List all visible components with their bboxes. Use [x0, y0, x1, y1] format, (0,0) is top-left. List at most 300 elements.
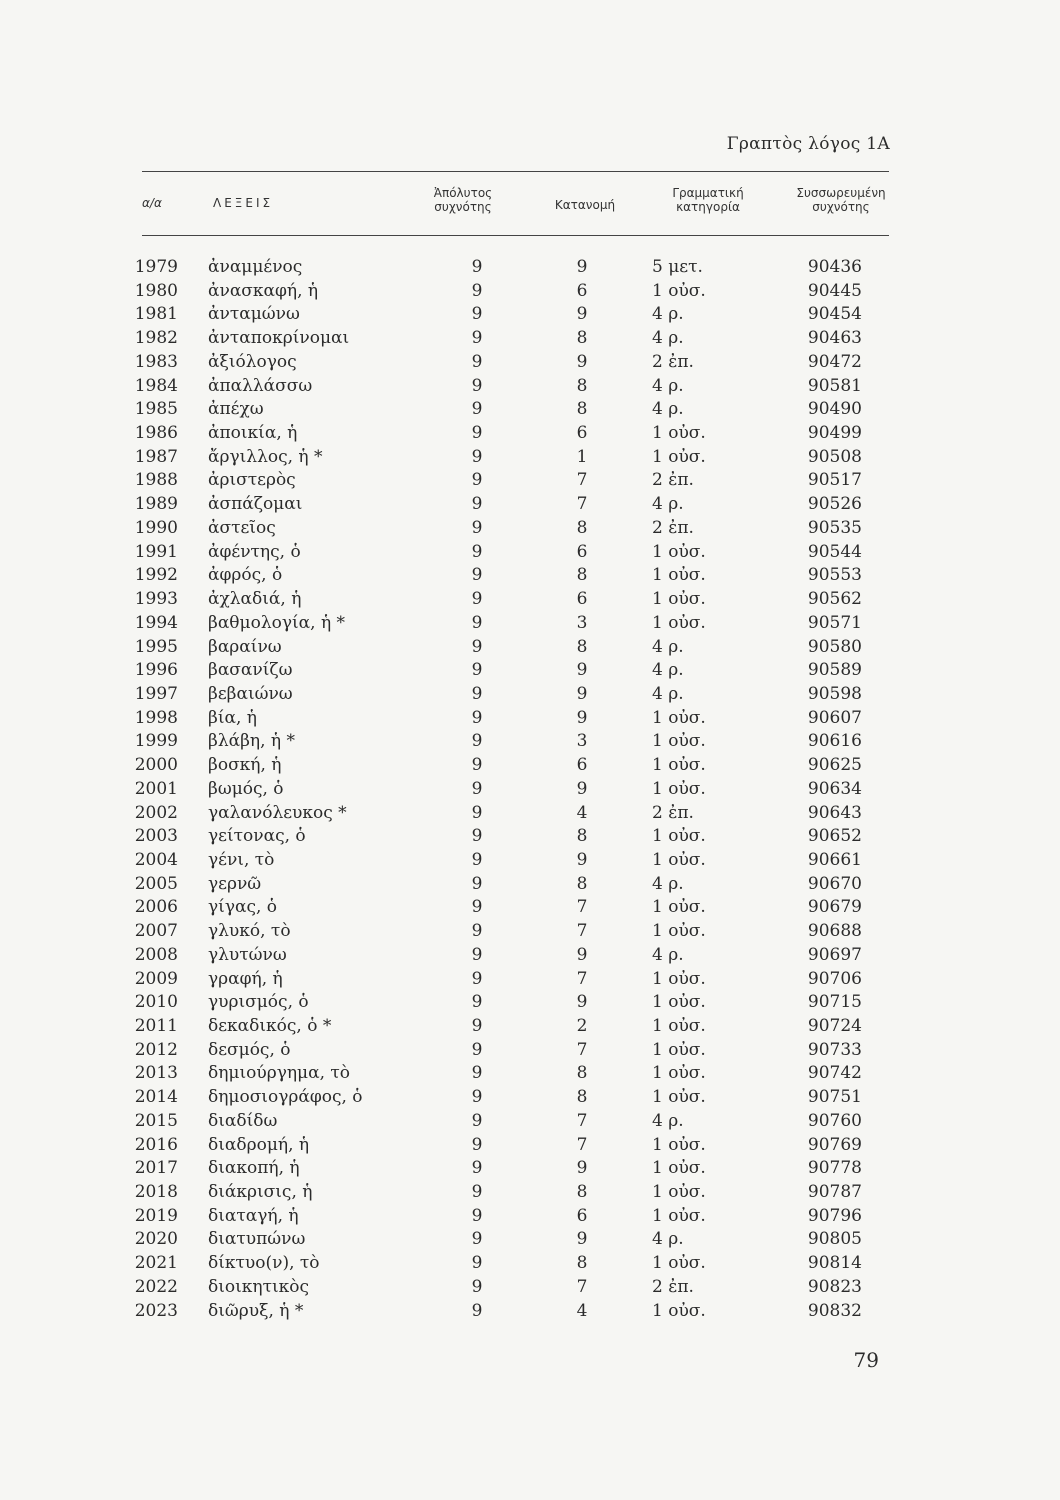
absolute-frequency: 9: [471, 660, 483, 681]
distribution: 8: [576, 328, 588, 349]
entry-word: βεβαιώνω: [208, 683, 293, 704]
absolute-frequency: 9: [471, 992, 483, 1013]
grammatical-category: 5 μετ.: [652, 257, 703, 277]
absolute-frequency: 9: [471, 612, 483, 633]
distribution: 9: [576, 351, 588, 372]
table-row: [0, 896, 1060, 920]
absolute-frequency: 9: [471, 897, 483, 918]
absolute-frequency: 9: [471, 1205, 483, 1226]
distribution: 6: [576, 423, 588, 444]
entry-word: ἀπέχω: [208, 399, 264, 420]
distribution: 9: [576, 778, 588, 799]
distribution: 3: [576, 731, 588, 752]
cumulative-frequency: 90715: [807, 992, 862, 1013]
table-row: [0, 659, 1060, 683]
entry-number: 2005: [134, 873, 178, 894]
absolute-frequency: 9: [471, 423, 483, 444]
grammatical-category: 2 ἐπ.: [652, 517, 694, 538]
cumulative-frequency: 90760: [807, 1110, 862, 1131]
absolute-frequency: 9: [471, 1087, 483, 1108]
table-row: [0, 1015, 1060, 1039]
grammatical-category: 1 οὐσ.: [652, 992, 706, 1013]
absolute-frequency: 9: [471, 446, 483, 467]
absolute-frequency: 9: [471, 778, 483, 799]
cumulative-frequency: 90697: [807, 944, 862, 965]
cumulative-frequency: 90679: [807, 897, 862, 918]
distribution: 8: [576, 873, 588, 894]
grammatical-category: 2 ἐπ.: [652, 1276, 694, 1297]
absolute-frequency: 9: [471, 1229, 483, 1250]
entry-number: 2012: [134, 1039, 178, 1060]
table-row: [0, 944, 1060, 968]
column-header-words: ΛΕΞΕΙΣ: [213, 196, 274, 210]
cumulative-frequency: 90670: [807, 873, 862, 894]
entry-number: 2009: [134, 968, 178, 989]
table-row: [0, 280, 1060, 304]
cumulative-frequency: 90581: [807, 375, 862, 396]
absolute-frequency: 9: [471, 399, 483, 420]
running-head: Γραπτὸς λόγος 1Α: [726, 134, 890, 154]
entry-number: 2002: [134, 802, 178, 823]
cumulative-frequency: 90652: [807, 826, 862, 847]
cumulative-frequency: 90562: [807, 589, 862, 610]
entry-number: 1984: [134, 375, 178, 396]
entry-number: 1989: [134, 494, 178, 515]
distribution: 7: [576, 897, 588, 918]
cumulative-frequency: 90571: [807, 612, 862, 633]
distribution: 9: [576, 660, 588, 681]
entry-number: 1983: [134, 351, 178, 372]
grammatical-category: 1 οὐσ.: [652, 921, 706, 942]
table-row: [0, 1062, 1060, 1086]
grammatical-category: 1 οὐσ.: [652, 565, 706, 586]
column-header-distribution: Κατανομή: [554, 198, 616, 212]
distribution: 9: [576, 992, 588, 1013]
grammatical-category: 4 ρ.: [652, 1229, 684, 1250]
distribution: 8: [576, 636, 588, 657]
table-row: [0, 1300, 1060, 1324]
entry-word: ἀνταποκρίνομαι: [208, 328, 350, 349]
cumulative-frequency: 90751: [807, 1087, 862, 1108]
distribution: 3: [576, 612, 588, 633]
table-row: [0, 493, 1060, 517]
distribution: 8: [576, 517, 588, 538]
grammatical-category: 2 ἐπ.: [652, 351, 694, 372]
distribution: 8: [576, 1182, 588, 1203]
distribution: 7: [576, 1110, 588, 1131]
distribution: 7: [576, 968, 588, 989]
table-row: [0, 968, 1060, 992]
distribution: 6: [576, 589, 588, 610]
entry-number: 1994: [134, 612, 178, 633]
grammatical-category: 1 οὐσ.: [652, 1087, 706, 1108]
absolute-frequency: 9: [471, 1276, 483, 1297]
column-header-absolute-frequency: Ἀπόλυτος συχνότης: [433, 186, 493, 214]
absolute-frequency: 9: [471, 1182, 483, 1203]
entry-word: βασανίζω: [208, 660, 293, 681]
distribution: 9: [576, 944, 588, 965]
entry-word: δίκτυο(ν), τὸ: [208, 1253, 320, 1274]
entry-number: 1999: [134, 731, 178, 752]
distribution: 7: [576, 494, 588, 515]
table-row: [0, 256, 1060, 280]
entry-number: 2008: [134, 944, 178, 965]
entry-word: διακοπή, ἡ: [208, 1158, 300, 1179]
table-row: [0, 303, 1060, 327]
entry-word: βλάβη, ἡ *: [208, 731, 295, 752]
absolute-frequency: 9: [471, 280, 483, 301]
entry-word: δεσμός, ὁ: [208, 1039, 291, 1060]
table-row: [0, 517, 1060, 541]
cumulative-frequency: 90805: [807, 1229, 862, 1250]
absolute-frequency: 9: [471, 541, 483, 562]
cumulative-frequency: 90454: [807, 304, 862, 325]
grammatical-category: 4 ρ.: [652, 636, 684, 657]
cumulative-frequency: 90823: [807, 1276, 862, 1297]
absolute-frequency: 9: [471, 849, 483, 870]
grammatical-category: 1 οὐσ.: [652, 707, 706, 728]
table-row: [0, 825, 1060, 849]
grammatical-category: 1 οὐσ.: [652, 280, 706, 301]
absolute-frequency: 9: [471, 494, 483, 515]
column-header-cumulative-frequency: Συσσωρευμένη συχνότης: [796, 186, 886, 214]
entry-word: ἄργιλλος, ἡ *: [208, 446, 323, 467]
absolute-frequency: 9: [471, 873, 483, 894]
entry-number: 1993: [134, 589, 178, 610]
table-row: [0, 778, 1060, 802]
cumulative-frequency: 90589: [807, 660, 862, 681]
cumulative-frequency: 90517: [807, 470, 862, 491]
distribution: 9: [576, 1158, 588, 1179]
header-bottom-rule: [142, 235, 889, 236]
table-row: [0, 1134, 1060, 1158]
entry-number: 2016: [134, 1134, 178, 1155]
cumulative-frequency: 90769: [807, 1134, 862, 1155]
entry-number: 1979: [134, 257, 178, 277]
distribution: 7: [576, 1276, 588, 1297]
cumulative-frequency: 90490: [807, 399, 862, 420]
absolute-frequency: 9: [471, 470, 483, 491]
absolute-frequency: 9: [471, 1253, 483, 1274]
table-row: [0, 612, 1060, 636]
entry-word: βία, ἡ: [208, 707, 257, 728]
absolute-frequency: 9: [471, 589, 483, 610]
entry-number: 2014: [134, 1087, 178, 1108]
entry-word: ἀξιόλογος: [208, 351, 297, 372]
distribution: 1: [576, 446, 588, 467]
grammatical-category: 2 ἐπ.: [652, 802, 694, 823]
cumulative-frequency: 90445: [807, 280, 862, 301]
entry-number: 1981: [134, 304, 178, 325]
entry-word: διατυπώνω: [208, 1229, 306, 1250]
entry-word: ἀναμμένος: [208, 257, 303, 277]
table-row: [0, 683, 1060, 707]
entry-number: 1998: [134, 707, 178, 728]
grammatical-category: 1 οὐσ.: [652, 968, 706, 989]
absolute-frequency: 9: [471, 683, 483, 704]
entry-word: γλυτώνω: [208, 944, 287, 965]
distribution: 6: [576, 1205, 588, 1226]
grammatical-category: 4 ρ.: [652, 1110, 684, 1131]
cumulative-frequency: 90508: [807, 446, 862, 467]
page-number: 79: [853, 1348, 879, 1372]
entry-word: διοικητικὸς: [208, 1276, 310, 1297]
absolute-frequency: 9: [471, 304, 483, 325]
entry-number: 1980: [134, 280, 178, 301]
distribution: 4: [576, 802, 588, 823]
grammatical-category: 1 οὐσ.: [652, 731, 706, 752]
entry-number: 2004: [134, 849, 178, 870]
cumulative-frequency: 90643: [807, 802, 862, 823]
absolute-frequency: 9: [471, 565, 483, 586]
distribution: 9: [576, 707, 588, 728]
table-row: [0, 398, 1060, 422]
table-row: [0, 1228, 1060, 1252]
cumulative-frequency: 90598: [807, 683, 862, 704]
absolute-frequency: 9: [471, 944, 483, 965]
entry-number: 2023: [134, 1300, 178, 1321]
absolute-frequency: 9: [471, 826, 483, 847]
grammatical-category: 1 οὐσ.: [652, 849, 706, 870]
cumulative-frequency: 90625: [807, 755, 862, 776]
cumulative-frequency: 90472: [807, 351, 862, 372]
entry-number: 1991: [134, 541, 178, 562]
entry-number: 2000: [134, 755, 178, 776]
absolute-frequency: 9: [471, 1063, 483, 1084]
cumulative-frequency: 90463: [807, 328, 862, 349]
entry-number: 1996: [134, 660, 178, 681]
table-row: [0, 446, 1060, 470]
entry-word: βοσκή, ἡ: [208, 755, 282, 776]
grammatical-category: 1 οὐσ.: [652, 1182, 706, 1203]
absolute-frequency: 9: [471, 802, 483, 823]
table-row: [0, 873, 1060, 897]
distribution: 2: [576, 1016, 588, 1036]
grammatical-category: 1 οὐσ.: [652, 1253, 706, 1274]
table-row: [0, 1086, 1060, 1110]
cumulative-frequency: 90724: [807, 1016, 862, 1036]
distribution: 9: [576, 683, 588, 704]
entry-word: γαλανόλευκος *: [208, 802, 347, 823]
entry-word: δημιούργημα, τὸ: [208, 1063, 351, 1084]
grammatical-category: 4 ρ.: [652, 328, 684, 349]
table-row: [0, 327, 1060, 351]
grammatical-category: 1 οὐσ.: [652, 1016, 706, 1036]
cumulative-frequency: 90526: [807, 494, 862, 515]
distribution: 7: [576, 1039, 588, 1060]
entry-number: 2011: [134, 1016, 178, 1036]
grammatical-category: 1 οὐσ.: [652, 1158, 706, 1179]
distribution: 7: [576, 470, 588, 491]
table-row: [0, 1252, 1060, 1276]
entry-word: ἀφρός, ὁ: [208, 565, 283, 586]
cumulative-frequency: 90436: [807, 257, 862, 277]
entry-word: ἀνταμώνω: [208, 304, 300, 325]
absolute-frequency: 9: [471, 1039, 483, 1060]
entry-number: 2010: [134, 992, 178, 1013]
absolute-frequency: 9: [471, 328, 483, 349]
cumulative-frequency: 90814: [807, 1253, 862, 1274]
distribution: 7: [576, 921, 588, 942]
entry-word: διαδίδω: [208, 1110, 278, 1131]
absolute-frequency: 9: [471, 1158, 483, 1179]
absolute-frequency: 9: [471, 707, 483, 728]
entry-word: ἀσπάζομαι: [208, 494, 303, 515]
entry-number: 1990: [134, 517, 178, 538]
grammatical-category: 4 ρ.: [652, 944, 684, 965]
table-row: [0, 351, 1060, 375]
entry-number: 1986: [134, 423, 178, 444]
header-top-rule: [142, 171, 889, 172]
grammatical-category: 1 οὐσ.: [652, 826, 706, 847]
grammatical-category: 4 ρ.: [652, 494, 684, 515]
grammatical-category: 4 ρ.: [652, 683, 684, 704]
absolute-frequency: 9: [471, 1134, 483, 1155]
entry-word: γίγας, ὁ: [208, 897, 278, 918]
entry-number: 2001: [134, 778, 178, 799]
entry-number: 1997: [134, 683, 178, 704]
entry-number: 2019: [134, 1205, 178, 1226]
grammatical-category: 1 οὐσ.: [652, 897, 706, 918]
entry-word: ἀνασκαφή, ἡ: [208, 280, 319, 301]
entry-word: διαταγή, ἡ: [208, 1205, 299, 1226]
distribution: 8: [576, 399, 588, 420]
distribution: 8: [576, 1063, 588, 1084]
entry-word: βαραίνω: [208, 636, 282, 657]
entry-word: γερνῶ: [208, 873, 262, 894]
entry-number: 1992: [134, 565, 178, 586]
column-header-aa: α/α: [142, 196, 162, 210]
entry-word: γραφή, ἡ: [208, 968, 283, 989]
grammatical-category: 1 οὐσ.: [652, 541, 706, 562]
entry-word: δεκαδικός, ὁ *: [208, 1016, 332, 1036]
table-row: [0, 422, 1060, 446]
entry-word: ἀστεῖος: [208, 517, 276, 538]
cumulative-frequency: 90661: [807, 849, 862, 870]
cumulative-frequency: 90616: [807, 731, 862, 752]
entry-word: ἀπαλλάσσω: [208, 375, 313, 396]
table-row: [0, 920, 1060, 944]
absolute-frequency: 9: [471, 755, 483, 776]
entry-number: 2013: [134, 1063, 178, 1084]
table-row: [0, 1276, 1060, 1300]
entry-word: διῶρυξ, ἡ *: [208, 1300, 304, 1321]
entry-number: 2021: [134, 1253, 178, 1274]
distribution: 9: [576, 257, 588, 277]
cumulative-frequency: 90706: [807, 968, 862, 989]
distribution: 9: [576, 304, 588, 325]
grammatical-category: 1 οὐσ.: [652, 1205, 706, 1226]
entry-number: 2015: [134, 1110, 178, 1131]
grammatical-category: 4 ρ.: [652, 873, 684, 894]
table-row: [0, 469, 1060, 493]
entry-word: βαθμολογία, ἡ *: [208, 612, 346, 633]
grammatical-category: 1 οὐσ.: [652, 1134, 706, 1155]
cumulative-frequency: 90607: [807, 707, 862, 728]
table-row: [0, 636, 1060, 660]
distribution: 8: [576, 375, 588, 396]
entry-word: δημοσιογράφος, ὁ: [208, 1087, 363, 1108]
entry-number: 2006: [134, 897, 178, 918]
grammatical-category: 1 οὐσ.: [652, 1063, 706, 1084]
cumulative-frequency: 90742: [807, 1063, 862, 1084]
table-row: [0, 375, 1060, 399]
cumulative-frequency: 90796: [807, 1205, 862, 1226]
distribution: 6: [576, 541, 588, 562]
table-row: [0, 849, 1060, 873]
absolute-frequency: 9: [471, 257, 483, 277]
cumulative-frequency: 90733: [807, 1039, 862, 1060]
distribution: 4: [576, 1300, 588, 1321]
absolute-frequency: 9: [471, 968, 483, 989]
distribution: 7: [576, 1134, 588, 1155]
distribution: 9: [576, 1229, 588, 1250]
entry-number: 2020: [134, 1229, 178, 1250]
grammatical-category: 1 οὐσ.: [652, 446, 706, 467]
entry-number: 1985: [134, 399, 178, 420]
grammatical-category: 1 οὐσ.: [652, 589, 706, 610]
absolute-frequency: 9: [471, 1110, 483, 1131]
cumulative-frequency: 90544: [807, 541, 862, 562]
absolute-frequency: 9: [471, 921, 483, 942]
table-row: [0, 802, 1060, 826]
table-row: [0, 1181, 1060, 1205]
table-row: [0, 1110, 1060, 1134]
absolute-frequency: 9: [471, 351, 483, 372]
grammatical-category: 4 ρ.: [652, 304, 684, 325]
distribution: 8: [576, 565, 588, 586]
cumulative-frequency: 90535: [807, 517, 862, 538]
absolute-frequency: 9: [471, 636, 483, 657]
table-row: [0, 588, 1060, 612]
entry-word: ἀχλαδιά, ἡ: [208, 589, 302, 610]
grammatical-category: 1 οὐσ.: [652, 778, 706, 799]
entry-word: βωμός, ὁ: [208, 778, 284, 799]
distribution: 8: [576, 826, 588, 847]
distribution: 9: [576, 849, 588, 870]
entry-number: 2022: [134, 1276, 178, 1297]
cumulative-frequency: 90832: [807, 1300, 862, 1321]
frequency-table-body: [0, 256, 1060, 1323]
entry-word: γυρισμός, ὁ: [208, 992, 309, 1013]
grammatical-category: 1 οὐσ.: [652, 423, 706, 444]
column-header-grammatical-category: Γραμματική κατηγορία: [672, 186, 744, 214]
grammatical-category: 1 οὐσ.: [652, 1039, 706, 1060]
table-row: [0, 541, 1060, 565]
table-row: [0, 564, 1060, 588]
cumulative-frequency: 90580: [807, 636, 862, 657]
absolute-frequency: 9: [471, 375, 483, 396]
grammatical-category: 1 οὐσ.: [652, 1300, 706, 1321]
distribution: 8: [576, 1253, 588, 1274]
entry-word: ἀριστερὸς: [208, 470, 296, 491]
absolute-frequency: 9: [471, 1016, 483, 1036]
entry-number: 1987: [134, 446, 178, 467]
entry-number: 1982: [134, 328, 178, 349]
entry-word: ἀποικία, ἡ: [208, 423, 298, 444]
cumulative-frequency: 90553: [807, 565, 862, 586]
entry-word: γλυκό, τὸ: [208, 921, 291, 942]
entry-word: διαδρομή, ἡ: [208, 1134, 310, 1155]
table-row: [0, 1039, 1060, 1063]
entry-number: 2018: [134, 1182, 178, 1203]
entry-number: 2017: [134, 1158, 178, 1179]
entry-word: γείτονας, ὁ: [208, 826, 306, 847]
entry-number: 1995: [134, 636, 178, 657]
table-row: [0, 730, 1060, 754]
entry-word: διάκρισις, ἡ: [208, 1182, 313, 1203]
absolute-frequency: 9: [471, 731, 483, 752]
